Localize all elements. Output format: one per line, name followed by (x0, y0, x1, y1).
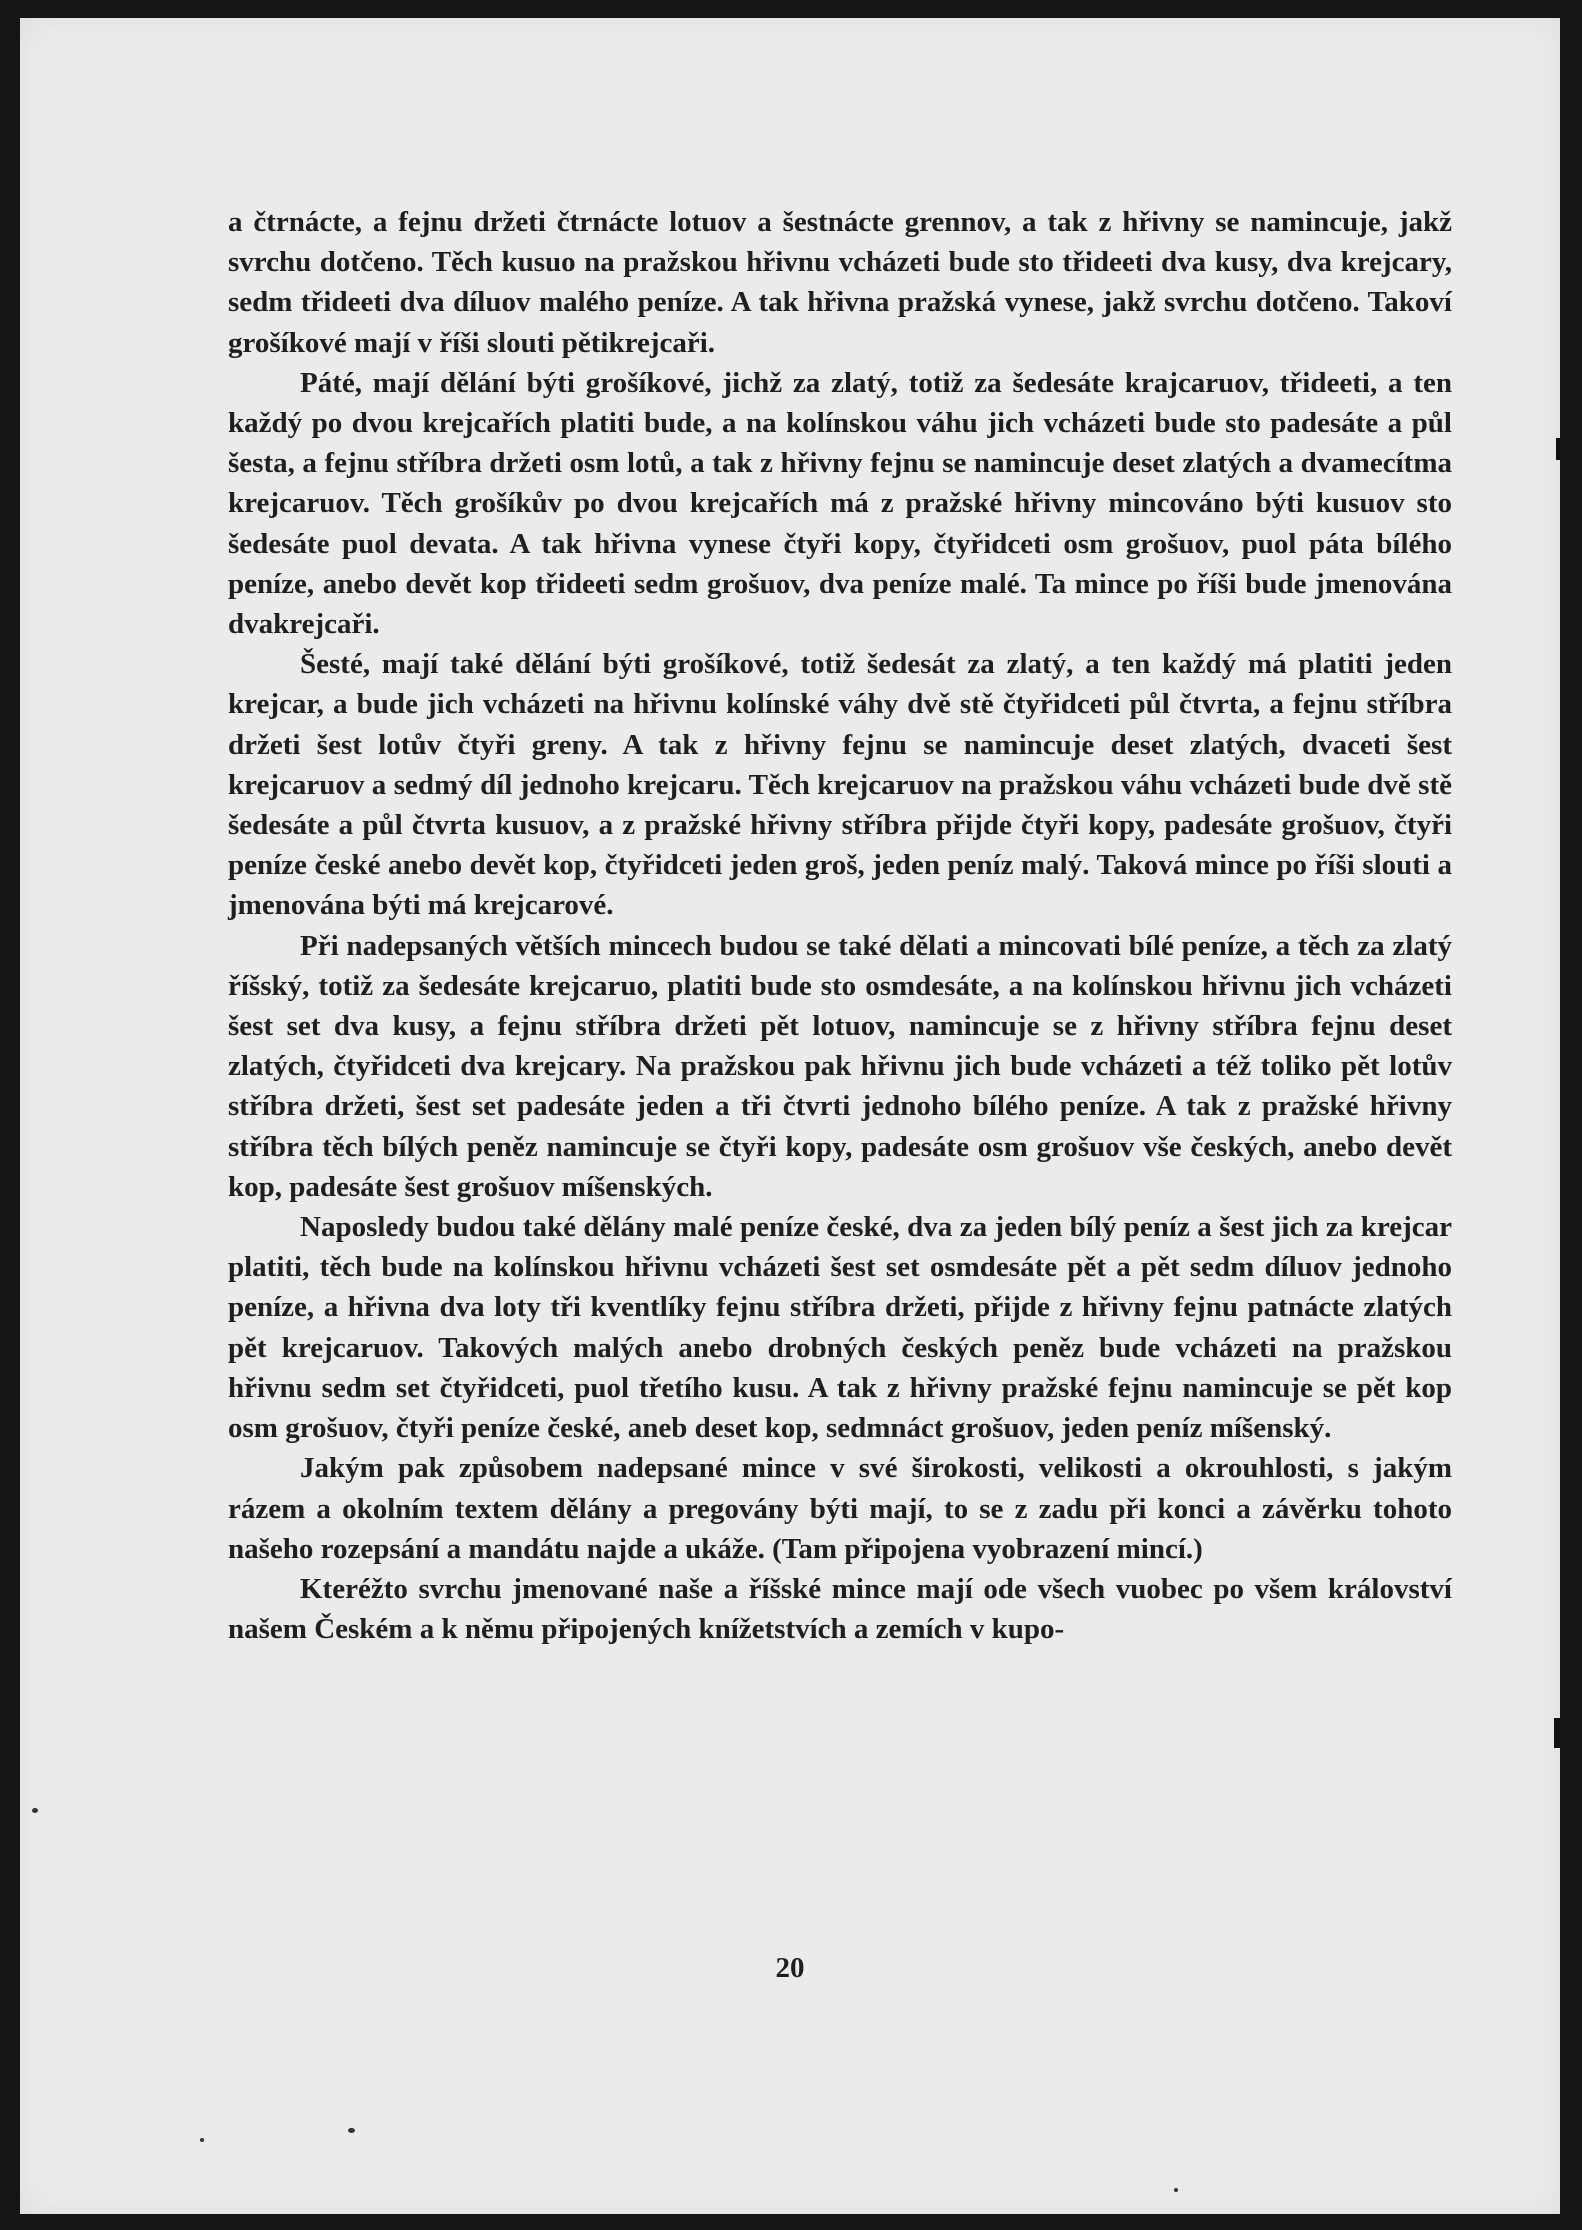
paragraph-continuation: a čtrnácte, a fejnu držeti čtrnácte lotuov a šestnácte grennov, a tak z hřivny se namincuje, jakž svrchu dotčeno. Těch kusuo na pražskou hřivnu vcházeti bude sto třideeti dva kusy, dva krejcary, sedm třideeti dva díluov malého peníze. A tak hřivna pražská vynese, jakž svrchu dotčeno. Takoví grošíkové mají v říši slouti pětikrejcaři. (228, 206, 1452, 359)
paragraph-pate: Páté, mají dělání býti grošíkové, jichž za zlatý, totiž za šedesáte krajcaruov, třideeti, a ten každý po dvou krejcařích platiti bude, a na kolínskou váhu jich vcházeti bude sto padesáte a půl šesta, a fejnu stříbra držeti osm lotů, a tak z hřivny fejnu se namincuje deset zlatých a dvamecítma krejcaruov. Těch grošíkův po dvou krejcařích má z pražské hřivny mincováno býti kusuov sto šedesáte puol devata. A tak hřivna vynese čtyři kopy, čtyřidceti osm grošuov, puol páta bílého peníze, anebo devět kop třideeti sedm grošuov, dva peníze malé. Ta mince po říši bude jmenována dvakrejcaři. (228, 366, 1452, 641)
scan-edge-mark (1556, 438, 1560, 460)
paragraph-bile-penize: Při nadepsaných větších mincech budou se také dělati a mincovati bílé peníze, a těch za zlatý říšský, totiž za šedesáte krejcaruo, platiti bude sto osmdesáte, a na kolínskou hřivnu jich vcházeti šest set dva kusy, a fejnu stříbra držeti pět lotuov, namincuje se z hřivny stříbra fejnu deset zlatých, čtyřidceti dva krejcary. Na pražskou pak hřivnu jich bude vcházeti a též toliko pět lotův stříbra držeti, šest set padesáte jeden a tři čtvrti jednoho bílého peníze. A tak z pražské hřivny stříbra těch bílých peněz namincuje se čtyři kopy, padesáte osm grošuov vše českých, anebo devět kop, padesáte šest grošuov míšenských. (228, 929, 1452, 1203)
paragraph-kterezto: Kteréžto svrchu jmenované naše a říšské mince mají ode všech vuobec po všem království našem Českém a k němu připojených knížetstvích a zemích v kupo- (228, 1572, 1452, 1646)
paragraph-seste: Šesté, mají také dělání býti grošíkové, totiž šedesát za zlatý, a ten každý má platiti jeden krejcar, a bude jich vcházeti na hřivnu kolínské váhy dvě stě čtyřidceti půl čtvrta, a fejnu stříbra držeti šest lotův čtyři greny. A tak z hřivny fejnu se namincuje deset zlatých, dvaceti šest krejcaruov a sedmý díl jednoho krejcaru. Těch krejcaruov na pražskou váhu vcházeti bude dvě stě šedesáte a půl čtvrta kusuov, a z pražské hřivny stříbra přijde čtyři kopy, padesáte grošuov, čtyři peníze české anebo devět kop, čtyřidceti jeden groš, jeden peníz malý. Taková mince po říši slouti a jmenována býti má krejcarové. (228, 648, 1452, 922)
body-text (228, 202, 1452, 1649)
scan-speck (348, 2128, 355, 2133)
paragraph-male-penize: Naposledy budou také dělány malé peníze české, dva za jeden bílý peníz a šest jich za krejcar platiti, těch bude na kolínskou hřivnu vcházeti šest set osmdesáte pět a pět sedm díluov jednoho peníze, a hřivna dva loty tři kventlíky fejnu stříbra držeti, přijde z hřivny fejnu patnácte zlatých pět krejcaruov. Takových malých anebo drobných českých peněz bude vcházeti na pražskou hřivnu sedm set čtyřidceti, puol třetího kusu. A tak z hřivny pražské fejnu namincuje se pět kop osm grošuov, čtyři peníze české, aneb deset kop, sedmnáct grošuov, jeden peníz míšenský. (228, 1211, 1452, 1445)
page-number: 20 (775, 1952, 805, 1984)
scan-speck (1174, 2188, 1178, 2192)
scan-speck (32, 1808, 38, 1813)
scan-speck (200, 2138, 204, 2142)
scanned-page (20, 18, 1560, 2214)
scan-edge-mark (1554, 1718, 1560, 1748)
paragraph-vyobrazeni: Jakým pak způsobem nadepsané mince v své širokosti, velikosti a okrouhlosti, s jakým rázem a okolním textem dělány a pregovány býti mají, to se z zadu při konci a závěrku tohoto našeho rozepsání a mandátu najde a ukáže. (Tam připojena vyobrazení mincí.) (228, 1452, 1452, 1565)
